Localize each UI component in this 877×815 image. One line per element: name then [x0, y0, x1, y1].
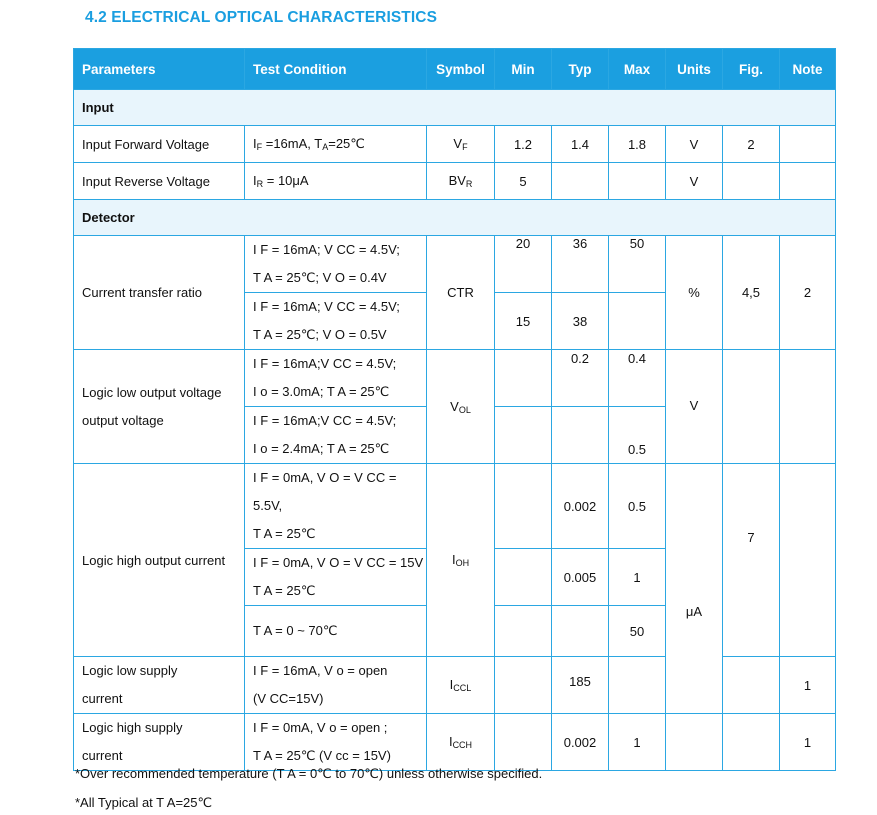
min-cell — [495, 549, 552, 606]
unit-cell: V — [666, 126, 723, 163]
table-row — [74, 714, 836, 771]
typ-cell: 0.2 — [552, 350, 609, 407]
section-row-input — [74, 90, 836, 126]
condition-cell: I F = 16mA; V CC = 4.5V; T A = 25℃; V O = 0.4V — [245, 236, 427, 293]
condition-cell: $I_F =16mA$, $T_A=25℃$ — [245, 126, 427, 163]
typ-cell: 0.002 — [552, 714, 609, 771]
typ-cell: 36 — [552, 236, 609, 293]
param-cell: Logic low supply current — [74, 657, 245, 714]
footnote-typical: *All Typical at T A=25℃ — [75, 795, 213, 810]
max-cell: 50 — [609, 606, 666, 657]
table-row — [74, 236, 836, 293]
note-cell — [780, 163, 836, 200]
condition-cell: I F = 16mA, V o = open (V CC=15V) — [245, 657, 427, 714]
note-cell — [780, 464, 836, 657]
max-cell: 1.8 — [609, 126, 666, 163]
condition-cell: I F = 16mA;V CC = 4.5V; I o = 2.4mA; T A = 25℃ — [245, 407, 427, 464]
note-cell: 1 — [780, 657, 836, 714]
symbol-cell: $I_{CCL}$ — [427, 657, 495, 714]
footnote-temperature: *Over recommended temperature (T A = 0℃ to 70℃) unless otherwise specified. — [75, 766, 543, 781]
header-row — [74, 49, 836, 90]
header-test-condition: Test Condition — [245, 49, 427, 90]
min-cell: 15 — [495, 293, 552, 350]
table-row — [74, 464, 836, 549]
max-cell: 1 — [609, 549, 666, 606]
min-cell — [495, 407, 552, 464]
typ-cell: 185 — [552, 657, 609, 714]
fig-cell — [723, 163, 780, 200]
max-cell: 50 — [609, 236, 666, 293]
unit-cell — [666, 714, 723, 771]
typ-cell: 0.005 — [552, 549, 609, 606]
param-cell: Logic low output voltage output voltage — [74, 350, 245, 464]
typ-cell — [552, 407, 609, 464]
param-cell: Current transfer ratio — [74, 236, 245, 350]
typ-cell — [552, 606, 609, 657]
param-cell: Input Reverse Voltage — [74, 163, 245, 200]
condition-cell: I F = 0mA, V O = V CC = 5.5V, T A = 25℃ — [245, 464, 427, 549]
condition-cell: T A = 0 ~ 70℃ — [245, 606, 427, 657]
max-cell: 0.4 — [609, 350, 666, 407]
condition-cell: I F = 16mA;V CC = 4.5V; I o = 3.0mA; T A = 25℃ — [245, 350, 427, 407]
typ-cell — [552, 163, 609, 200]
min-cell — [495, 606, 552, 657]
note-cell: 1 — [780, 714, 836, 771]
table-row — [74, 126, 836, 163]
min-cell: 20 — [495, 236, 552, 293]
table-row — [74, 163, 836, 200]
min-cell — [495, 464, 552, 549]
unit-cell: V — [666, 350, 723, 464]
unit-cell: % — [666, 236, 723, 350]
condition-cell: $I_R = 10\mu A$ — [245, 163, 427, 200]
max-cell: 0.5 — [609, 464, 666, 549]
min-cell — [495, 714, 552, 771]
symbol-cell: $I_{CCH}$ — [427, 714, 495, 771]
section-label: Input — [74, 90, 836, 126]
typ-cell: 38 — [552, 293, 609, 350]
section-label: Detector — [74, 200, 836, 236]
symbol-cell: $BV_R$ — [427, 163, 495, 200]
symbol-cell: $V_{OL}$ — [427, 350, 495, 464]
header-min: Min — [495, 49, 552, 90]
condition-cell: I F = 0mA, V o = open ; T A = 25℃ (V cc = 15V) — [245, 714, 427, 771]
header-typ: Typ — [552, 49, 609, 90]
typ-cell: 1.4 — [552, 126, 609, 163]
note-cell — [780, 350, 836, 464]
header-fig: Fig. — [723, 49, 780, 90]
header-symbol: Symbol — [427, 49, 495, 90]
section-title: 4.2 ELECTRICAL OPTICAL CHARACTERISTICS — [85, 9, 438, 26]
min-cell: 1.2 — [495, 126, 552, 163]
fig-cell — [723, 714, 780, 771]
note-cell — [780, 126, 836, 163]
section-row-detector — [74, 200, 836, 236]
typ-cell: 0.002 — [552, 464, 609, 549]
param-cell: Logic high output current — [74, 464, 245, 657]
symbol-cell: $V_F$ — [427, 126, 495, 163]
fig-cell — [723, 350, 780, 464]
max-cell — [609, 293, 666, 350]
min-cell — [495, 350, 552, 407]
max-cell — [609, 163, 666, 200]
unit-cell: V — [666, 163, 723, 200]
fig-cell: 4,5 — [723, 236, 780, 350]
min-cell — [495, 657, 552, 714]
fig-cell: 2 — [723, 126, 780, 163]
header-units: Units — [666, 49, 723, 90]
fig-cell — [723, 657, 780, 714]
max-cell: 0.5 — [609, 407, 666, 464]
symbol-cell: CTR — [427, 236, 495, 350]
characteristics-table — [73, 48, 836, 771]
max-cell: 1 — [609, 714, 666, 771]
min-cell: 5 — [495, 163, 552, 200]
header-note: Note — [780, 49, 836, 90]
condition-cell: I F = 16mA; V CC = 4.5V; T A = 25℃; V O = 0.5V — [245, 293, 427, 350]
max-cell — [609, 657, 666, 714]
param-cell: Logic high supply current — [74, 714, 245, 771]
note-cell: 2 — [780, 236, 836, 350]
table-row — [74, 350, 836, 407]
param-cell: Input Forward Voltage — [74, 126, 245, 163]
condition-cell: I F = 0mA, V O = V CC = 15V T A = 25℃ — [245, 549, 427, 606]
fig-cell: 7 — [723, 464, 780, 657]
header-parameters: Parameters — [74, 49, 245, 90]
unit-cell: μA — [666, 464, 723, 714]
symbol-cell: $I_{OH}$ — [427, 464, 495, 657]
header-max: Max — [609, 49, 666, 90]
